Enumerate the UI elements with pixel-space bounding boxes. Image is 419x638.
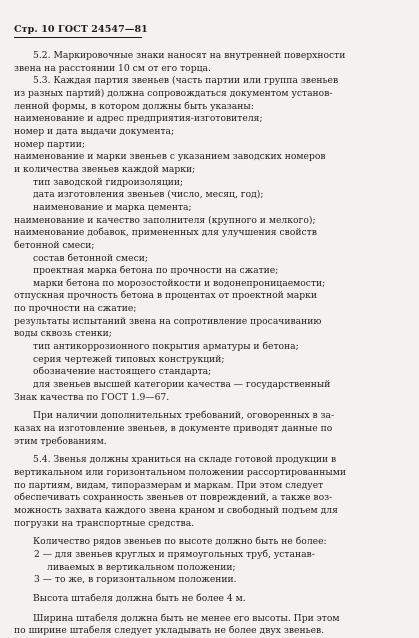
- text-line: вертикальном или горизонтальном положении рассортированными: [14, 467, 346, 478]
- text-line: При наличии дополнительных требований, оговоренных в за-: [33, 410, 335, 422]
- text-line: 3 — то же, в горизонтальном положении.: [34, 574, 237, 586]
- page-header-title: Стр. 10 ГОСТ 24547—81: [14, 24, 148, 35]
- text-line: погрузки на транспортные средства.: [14, 517, 195, 529]
- text-line: результаты испытаний звена на сопротивление просачиванию: [14, 315, 322, 327]
- text-line: дата изготовления звеньев (число, месяц, год);: [33, 189, 264, 201]
- text-line: воды сквозь стенки;: [14, 328, 112, 340]
- text-line: звена на расстоянии 10 см от его торца.: [14, 62, 211, 74]
- text-line: по партиям, видам, типоразмерам и маркам. При этом следует: [14, 479, 324, 491]
- text-line: проектная марка бетона по прочности на сжатие;: [33, 265, 279, 277]
- text-line: обеспечивать сохранность звеньев от повреждений, а также воз-: [14, 492, 333, 504]
- text-line: Количество рядов звеньев по высоте должно быть не более:: [33, 536, 327, 548]
- text-line: номер и дата выдачи документа;: [14, 125, 175, 137]
- text-line: наименование и марка цемента;: [33, 201, 192, 213]
- text-line: номер партии;: [14, 138, 85, 150]
- header-rule: [14, 37, 142, 38]
- text-line: ливаемых в вертикальном положении;: [47, 561, 236, 573]
- text-line: марки бетона по морозостойкости и водонепроницаемости;: [33, 277, 326, 289]
- text-line: этим требованиям.: [14, 435, 107, 447]
- text-line: состав бетонной смеси;: [33, 252, 148, 264]
- text-line: казах на изготовление звеньев, в документе приводят данные по: [14, 423, 333, 435]
- text-line: ленной формы, в котором должны быть указаны:: [14, 100, 254, 112]
- text-line: Знак качества по ГОСТ 1.9—67.: [14, 391, 170, 403]
- text-line: тип заводской гидроизоляции;: [33, 176, 184, 188]
- text-line: отпускная прочность бетона в процентах от проектной марки: [14, 290, 318, 302]
- text-line: для звеньев высшей категории качества — государственный: [33, 379, 331, 391]
- text-line: серия чертежей типовых конструкций;: [33, 353, 225, 365]
- text-line: обозначение настоящего стандарта;: [33, 366, 212, 378]
- text-line: 5.4. Звенья должны храниться на складе готовой продукции в: [33, 454, 337, 466]
- text-line: наименование и марки звеньев с указанием заводских номеров: [14, 151, 326, 163]
- document-body: [14, 50, 406, 638]
- text-line: бетонной смеси;: [14, 239, 95, 251]
- text-line: наименование и качество заполнителя (крупного и мелкого);: [14, 214, 316, 226]
- text-line: 5.2. Маркировочные знаки наносят на внутренней поверхности: [33, 50, 346, 61]
- text-line: по ширине штабеля следует укладывать не более двух звеньев.: [14, 625, 325, 637]
- text-line: Высота штабеля должна быть не более 4 м.: [33, 592, 246, 604]
- text-line: Ширина штабеля должна быть не менее его высоты. При этом: [33, 612, 340, 624]
- text-line: наименование и адрес предприятия-изготовителя;: [14, 113, 263, 125]
- text-line: по прочности на сжатие;: [14, 303, 137, 315]
- page-header: [14, 24, 148, 38]
- text-line: 5.3. Каждая партия звеньев (часть партии или группа звеньев: [33, 75, 339, 87]
- text-line: из разных партий) должна сопровождаться документом установ-: [14, 87, 333, 99]
- text-line: тип антикоррозионного покрытия арматуры и бетона;: [33, 341, 299, 353]
- text-line: 2 — для звеньев круглых и прямоугольных труб, устанав-: [34, 548, 315, 560]
- text-line: и количества звеньев каждой марки;: [14, 163, 196, 175]
- text-line: наименование добавок, примененных для улучшения свойств: [14, 227, 317, 239]
- text-line: можность захвата каждого звена краном и свободный подъем для: [14, 504, 338, 516]
